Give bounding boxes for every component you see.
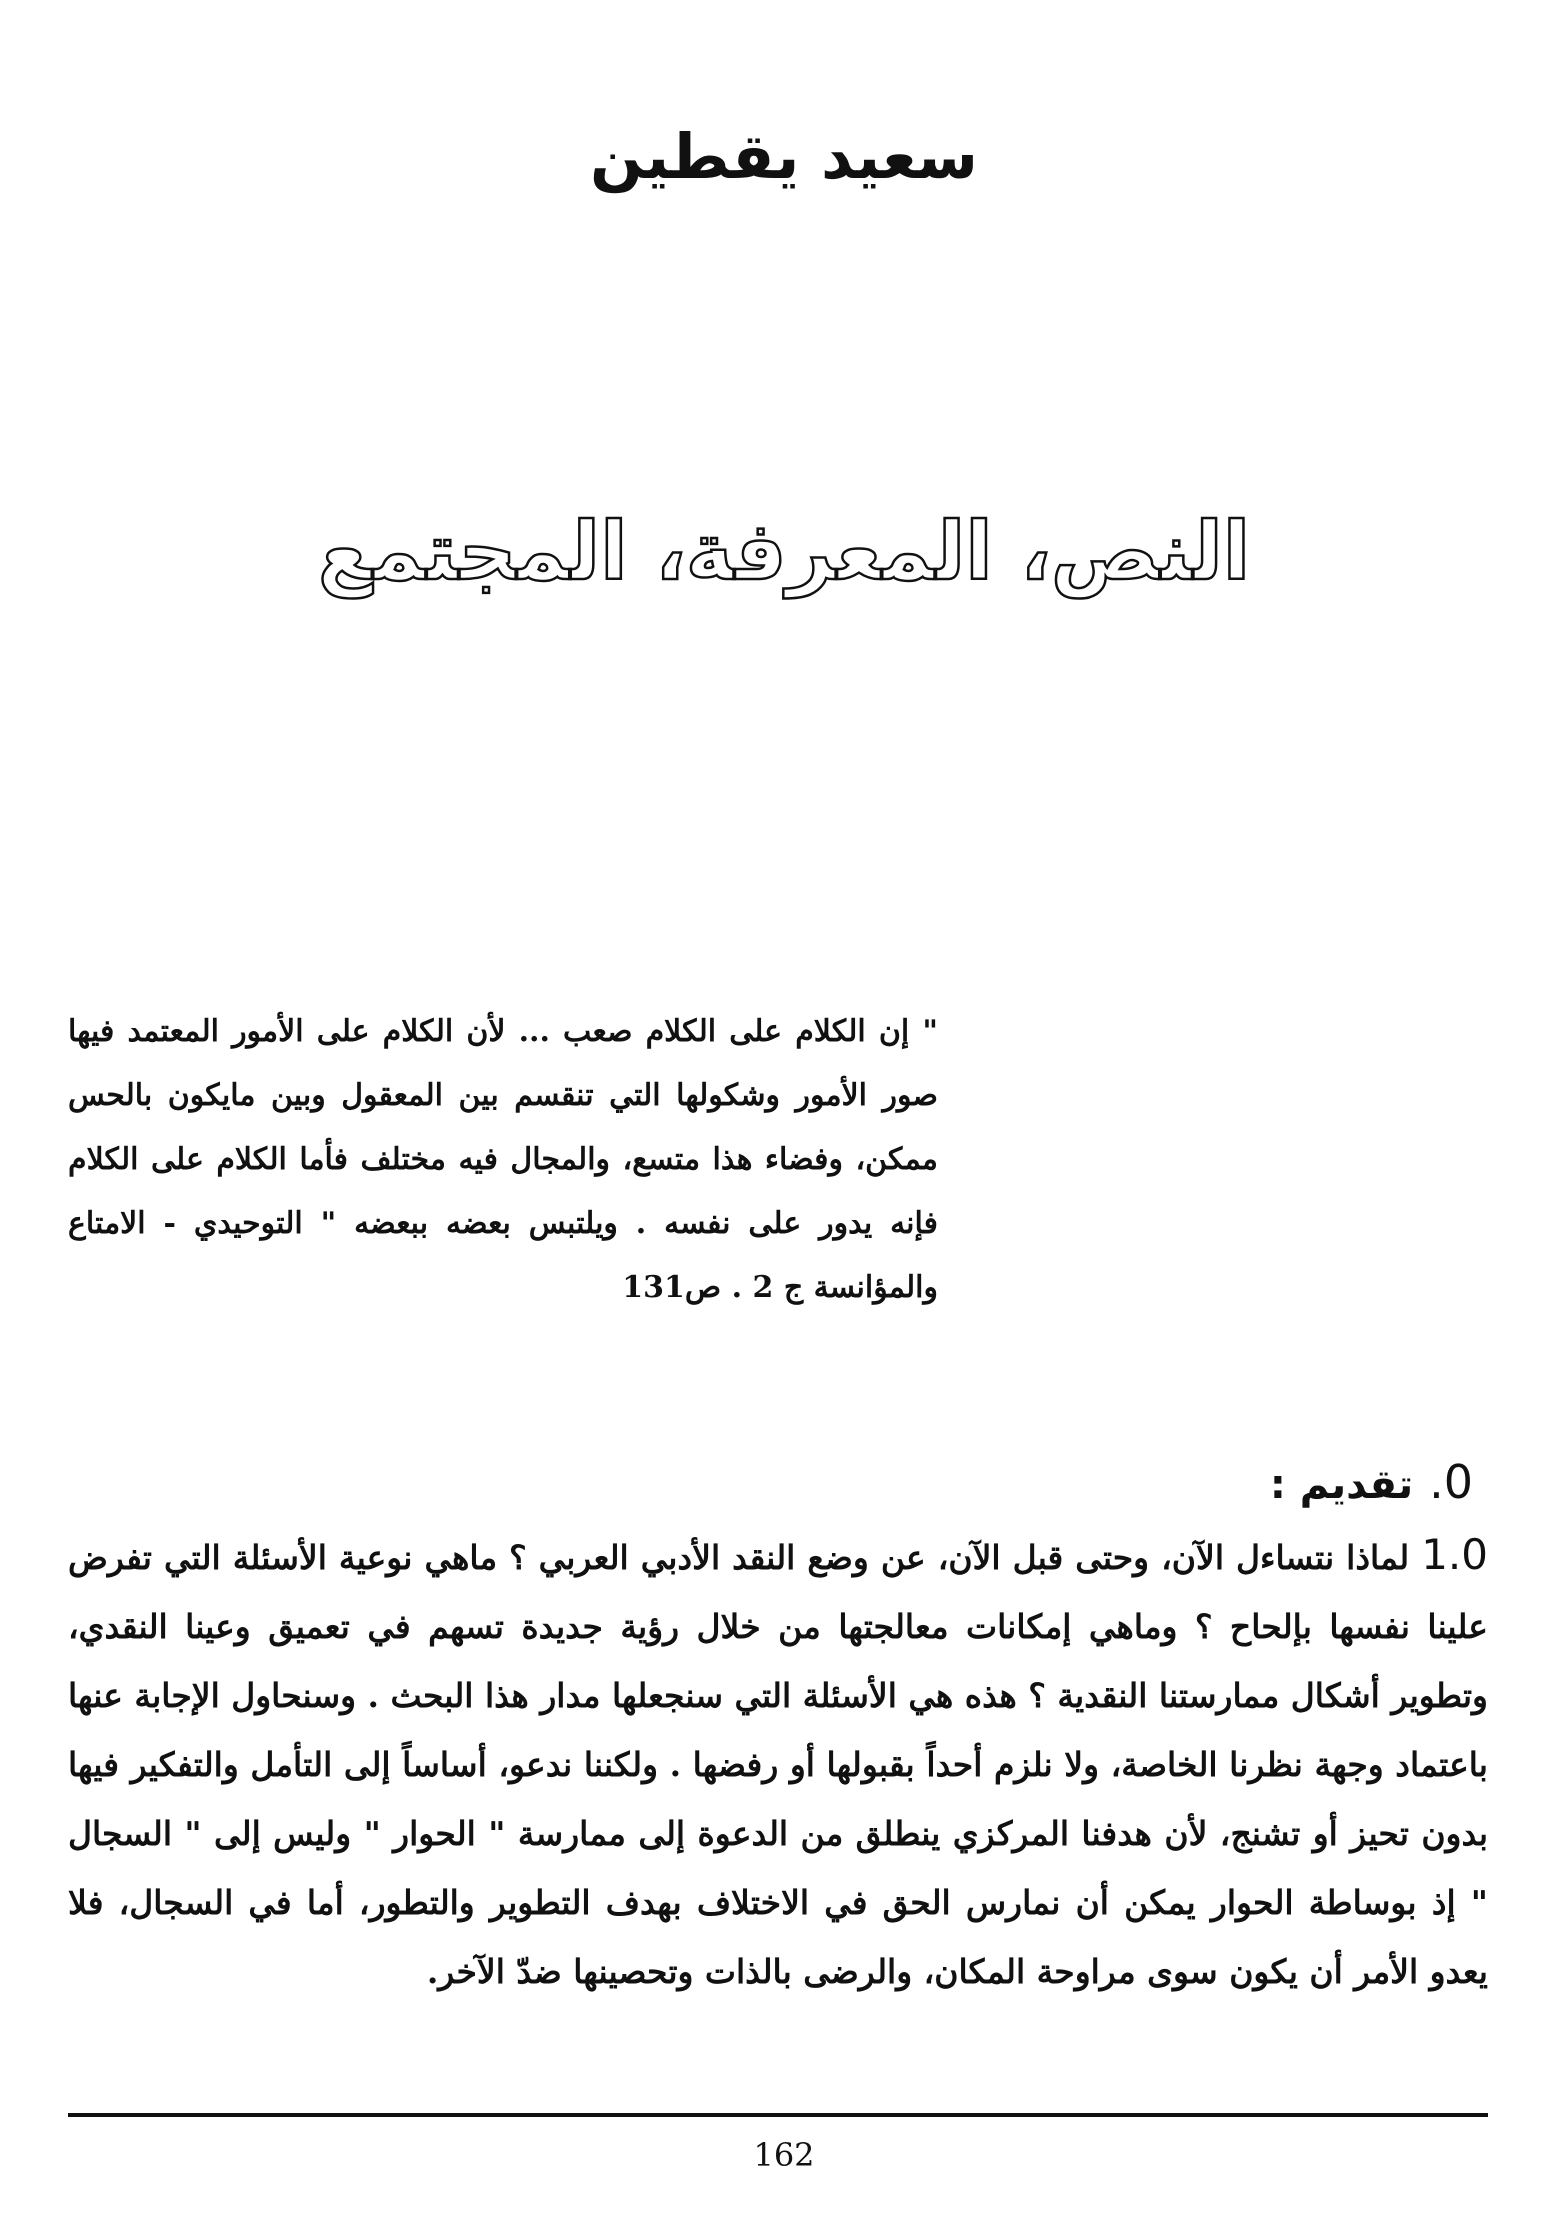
body-paragraph [68, 1520, 1488, 2006]
page-number: 162 [753, 2136, 815, 2174]
paragraph-text: لماذا نتساءل الآن، وحتى قبل الآن، عن وضع النقد الأدبي العربي ؟ ماهي نوعية الأسئلة التي تفرض علينا نفسها بإلحاح ؟ وماهي إمكانات معالجتها من خلال رؤية جديدة تسهم في تعميق وعينا النقدي، وتطوير أشكال ممارستنا النقدية ؟ هذه هي الأسئلة التي سنجعلها مدار هذا البحث . وسنحاول الإجابة عنها باعتماد وجهة نظرنا الخاصة، ولا نلزم أحداً بقبولها أو رفضها . ولكننا ندعو، أساساً إلى التأمل والتفكير فيها بدون تحيز أو تشنج، لأن هدفنا المركزي ينطلق من الدعوة إلى ممارسة " الحوار " وليس إلى " السجال " إذ بوساطة الحوار يمكن أن نمارس الحق في الاختلاف بهدف التطوير والتطور، أما في السجال، فلا يعدو الأمر أن يكون سوى مراوحة المكان، والرضى بالذات وتحصينها ضدّ الآخر. [68, 1538, 1488, 1991]
epigraph-quote: " إن الكلام على الكلام صعب ... لأن الكلام على الأمور المعتمد فيها صور الأمور وشكولها التي تنقسم بين المعقول وبين مايكون بالحس ممكن، وفضاء هذا متسع، والمجال فيه مختلف فأما الكلام على الكلام فإنه يدور على نفسه . ويلتبس بعضه ببعضه " التوحيدي - الامتاع والمؤانسة ج 2 . ص131 [68, 1014, 938, 1305]
section-heading [1270, 1455, 1473, 1509]
footer-rule [68, 2113, 1488, 2117]
section-number: 0. [1429, 1455, 1473, 1509]
section-title: تقديم : [1269, 1462, 1414, 1508]
paragraph-number: 1.0 [1421, 1530, 1488, 1579]
article-title: النص، المعرفة، المجتمع [317, 505, 1251, 598]
author-name: سعيد يقطين [589, 120, 979, 193]
